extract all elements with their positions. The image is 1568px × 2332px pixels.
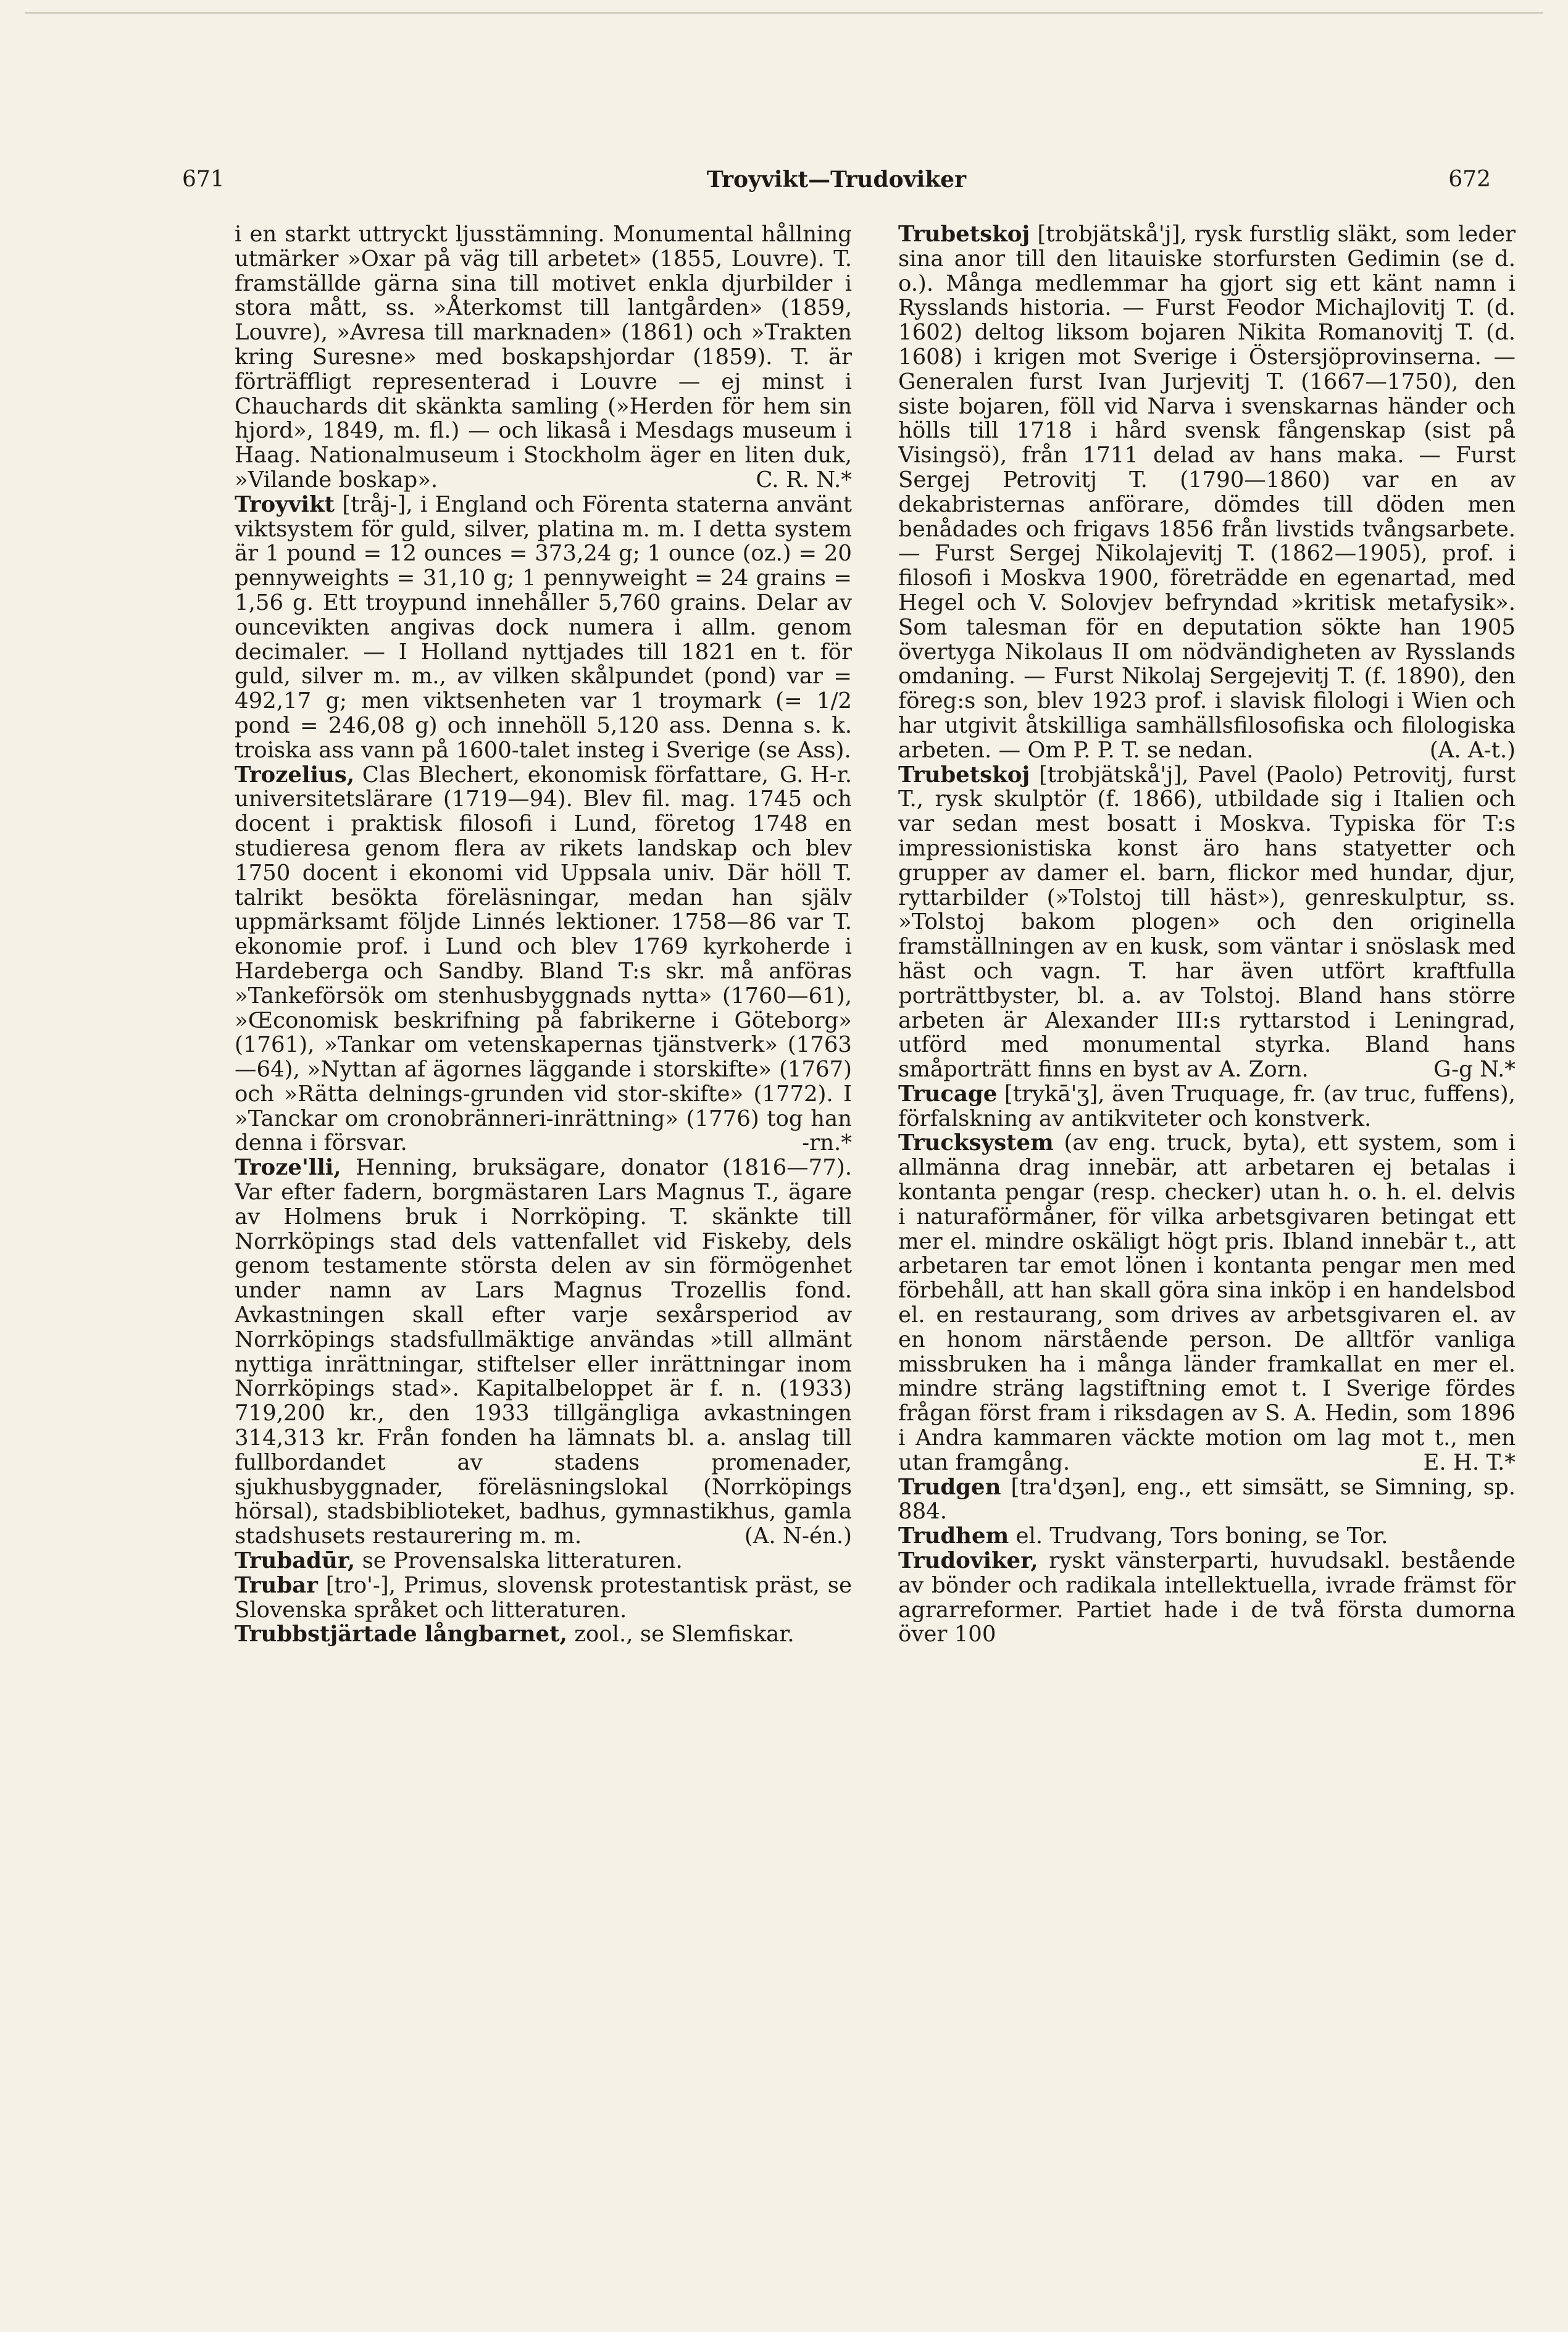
entry-signature: G-g N.* xyxy=(1433,1057,1516,1083)
entry-signature: -rn.* xyxy=(802,1130,852,1156)
right-column xyxy=(898,222,1516,2296)
entry-headword: Trudoviker, xyxy=(898,1548,1038,1574)
running-title: Troyvikt—Trudoviker xyxy=(706,167,967,193)
entry-headword: Trucage xyxy=(898,1081,998,1107)
entry-headword: Trudgen xyxy=(898,1474,1001,1500)
page-number-left: 671 xyxy=(182,167,225,192)
entry-trozelius xyxy=(235,763,852,1156)
entry-text: (av eng. truck, byta), ett system, som i allmänna drag innebär, att arbetaren ej betalas i kontanta pengar (resp. checker) utan h. o. h. el. delvis i naturaförmåner, för vilka arbetsgivaren betingat ett mer el. mindre oskäligt högt pris. Ibland innebär t., att arbetaren tar emot lönen i kontanta pengar men med förbehåll, att han skall göra sina inköp i en handelsbod el. en restaurang, som drives av arbetsgivaren el. av en honom närstående person. De alltför vanliga missbruken ha i många länder framkallat en mer el. mindre sträng lagstiftning emot t. I Sverige fördes frågan först fram i riksdagen av S. A. Hedin, som 1896 i Andra kammaren väckte motion om lag mot t., men utan framgång. xyxy=(898,1130,1516,1475)
entry-headword: Trubetskoj xyxy=(898,222,1030,247)
entry-trubadur xyxy=(235,1549,852,1573)
entry-text: [tro'-], Primus, slovensk protestantisk präst, se Slovenska språket och litteraturen. xyxy=(235,1572,852,1623)
entry-headword: Troyvikt xyxy=(235,491,335,517)
entry-trudoviker xyxy=(898,1549,1516,1647)
entry-text: i en starkt uttryckt ljusstämning. Monumental hållning utmärker »Oxar på väg till arbetet» (1855, Louvre). T. framställde gärna sina till motivet enkla djurbilder i stora mått, ss. »Återkomst till lantgården» (1859, Louvre), »Avresa till marknaden» (1861) och »Trakten kring Suresne» med boskapshjordar (1859). T. är förträffligt representerad i Louvre — ej minst i Chauchards dit skänkta samling (»Herden för hem sin hjord», 1849, m. fl.) — och likaså i Mesdags museum i Haag. Nationalmuseum i Stockholm äger en liten duk, »Vilande boskap». xyxy=(235,222,852,493)
entry-signature: G. H-r. xyxy=(780,762,852,788)
entry-trubar xyxy=(235,1573,852,1623)
entry-headword: Trozelius, xyxy=(235,762,355,788)
entry-signature: (A. A-t.) xyxy=(1429,737,1516,763)
entry-text: [trykā'ʒ], även Truquage, fr. (av truc, fuffens), förfalskning av antikviteter och konstverk. xyxy=(898,1081,1516,1131)
left-column xyxy=(235,222,852,2296)
page-number-right: 672 xyxy=(1448,167,1491,192)
entry-signature: E. H. T.* xyxy=(1423,1449,1516,1475)
entry-headword: Trubar xyxy=(235,1572,318,1598)
entry-trozelli xyxy=(235,1156,852,1549)
entry-trucksystem xyxy=(898,1131,1516,1475)
entry-trubetskoj-pavel xyxy=(898,763,1516,1082)
entry-text: se Provensalska litteraturen. xyxy=(362,1548,683,1574)
entry-text: Henning, bruksägare, donator (1816—77). Var efter fadern, borgmästaren Lars Magnus T., ägare av Holmens bruk i Norrköping. T. skänkte till Norrköpings stad dels vattenfallet vid Fiskeby, dels genom testamente största delen av sin förmögenhet under namn av Lars Magnus Trozellis fond. Avkastningen skall efter varje sexårsperiod av Norrköpings stadsfullmäktige användas »till allmänt nyttiga inrättningar, stiftelser eller inrättningar inom Norrköpings stad». Kapitalbeloppet är f. n. (1933) 719,200 kr., den 1933 tillgängliga avkastningen 314,313 kr. Från fonden ha lämnats bl. a. anslag till fullbordandet av stadens promenader, sjukhusbyggnader, föreläsningslokal (Norrköpings hörsal), stadsbiblioteket, badhus, gymnastikhus, gamla stadshusets restaurering m. m. xyxy=(235,1155,852,1549)
entry-trudgen xyxy=(898,1475,1516,1525)
entry-trubbstjartade xyxy=(235,1622,852,1647)
entry-text: Clas Blechert, ekonomisk författare, universitetslärare (1719—94). Blev fil. mag. 1745 och docent i praktisk filosofi i Lund, företog 1748 en studieresa genom flera av rikets landskap och blev 1750 docent i ekonomi vid Uppsala univ. Där höll T. talrikt besökta föreläsningar, medan han själv uppmärksamt följde Linnés lektioner. 1758—86 var T. ekonomie prof. i Lund och blev 1769 kyrkoherde i Hardeberga och Sandby. Bland T:s skr. må anföras »Tankeförsök om stenhusbyggnads nytta» (1760—61), »Œconomisk beskrifning på fabrikerne i Göteborg» (1761), »Tankar om vetenskapernas tjänstverk» (1763—64), »Nyttan af ägornes läggande i storskifte» (1767) och »Rätta delnings-grunden vid stor-skifte» (1772). I »Tanckar om cronobränneri-inrättning» (1776) tog han denna i försvar. xyxy=(235,762,852,1156)
entry-signature: (A. N-én.) xyxy=(744,1523,852,1549)
entry-headword: Trudhem xyxy=(898,1523,1009,1549)
entry-text: [trobjätskå'j], Pavel (Paolo) Petrovitj, furst T., rysk skulptör (f. 1866), utbildade sig i Italien och var sedan mest bosatt i Moskva. Typiska för T:s impressionistiska konst äro hans statyetter och grupper av damer el. barn, flickor med hundar, djur, ryttarbilder (»Tolstoj till häst»), genreskulptur, ss. »Tolstoj bakom plogen» och den originella framställningen av en kusk, som väntar i snöslask med häst och vagn. T. har även utfört kraftfulla porträttbyster, bl. a. av Tolstoj. Bland hans större arbeten är Alexander III:s ryttarstod i Leningrad, utförd med monumental styrka. Bland hans småporträtt finns en byst av A. Zorn. xyxy=(898,762,1516,1083)
entry-text: el. Trudvang, Tors boning, se Tor. xyxy=(1015,1523,1388,1549)
entry-continuation xyxy=(235,222,852,493)
entry-headword: Trubadūr, xyxy=(235,1548,356,1574)
entry-text: ryskt vänsterparti, huvudsakl. bestående av bönder och radikala intellektuella, ivrade främst för agrarreformer. Partiet hade i de två första dumorna över 100 xyxy=(898,1548,1516,1647)
entry-trucage xyxy=(898,1082,1516,1131)
entry-trubetskoj-family xyxy=(898,222,1516,763)
entry-headword: Trubetskoj xyxy=(898,762,1030,788)
entry-headword: Troze'lli, xyxy=(235,1155,341,1181)
entry-trudhem xyxy=(898,1524,1516,1549)
entry-text: [tråj-], i England och Förenta staterna använt viktsystem för guld, silver, platina m. m. I detta system är 1 pound = 12 ounces = 373,24 g; 1 ounce (oz.) = 20 pennyweights = 31,10 g; 1 pennyweight = 24 grains = 1,56 g. Ett troypund innehåller 5,760 grains. Delar av ouncevikten angivas dock numera i allm. genom decimaler. — I Holland nyttjades till 1821 en t. för guld, silver m. m., av vilken skålpundet (pond) var = 492,17 g; men viktsenheten var 1 troymark (= 1/2 pond = 246,08 g) och innehöll 5,120 ass. Denna s. k. troiska ass vann på 1600-talet insteg i Sverige (se Ass). xyxy=(235,491,852,763)
entry-headword: Trubbstjärtade långbarnet, xyxy=(235,1622,567,1647)
entry-text: zool., se Slemfiskar. xyxy=(574,1622,794,1647)
entry-signature: C. R. N.* xyxy=(756,467,852,493)
entry-headword: Trucksystem xyxy=(898,1130,1054,1156)
page-header xyxy=(182,167,1491,204)
entry-text: [trobjätskå'j], rysk furstlig släkt, som leder sina anor till den litauiske storfursten Gedimin (se d. o.). Många medlemmar ha gjort sig ett känt namn i Rysslands historia. — Furst Feodor Michajlovitj T. (d. 1602) deltog liksom bojaren Nikita Romanovitj T. (d. 1608) i krigen mot Sverige i Östersjöprovinserna. — Generalen furst Ivan Jurjevitj T. (1667—1750), den siste bojaren, föll vid Narva i svenskarnas händer och hölls till 1718 i hård svensk fångenskap (sist på Visingsö), från 1711 delad av hans maka. — Furst Sergej Petrovitj T. (1790—1860) var en av dekabristernas anförare, dömdes till döden men benådades och frigavs 1856 från livstids tvångsarbete. — Furst Sergej Nikolajevitj T. (1862—1905), prof. i filosofi i Moskva 1900, företrädde en egenartad, med Hegel och V. Solovjev befryndad »kritisk metafysik». Som talesman för en deputation sökte han 1905 övertyga Nikolaus II om nödvändigheten av Rysslands omdaning. — Furst Nikolaj Sergejevitj T. (f. 1890), den föreg:s son, blev 1923 prof. i slavisk filologi i Wien och har utgivit åtskilliga samhällsfilosofiska och filologiska arbeten. — Om P. P. T. se nedan. xyxy=(898,222,1516,763)
entry-text: [tra'dʒən], eng., ett simsätt, se Simning, sp. 884. xyxy=(898,1474,1516,1525)
page-edge-line xyxy=(25,12,1543,14)
